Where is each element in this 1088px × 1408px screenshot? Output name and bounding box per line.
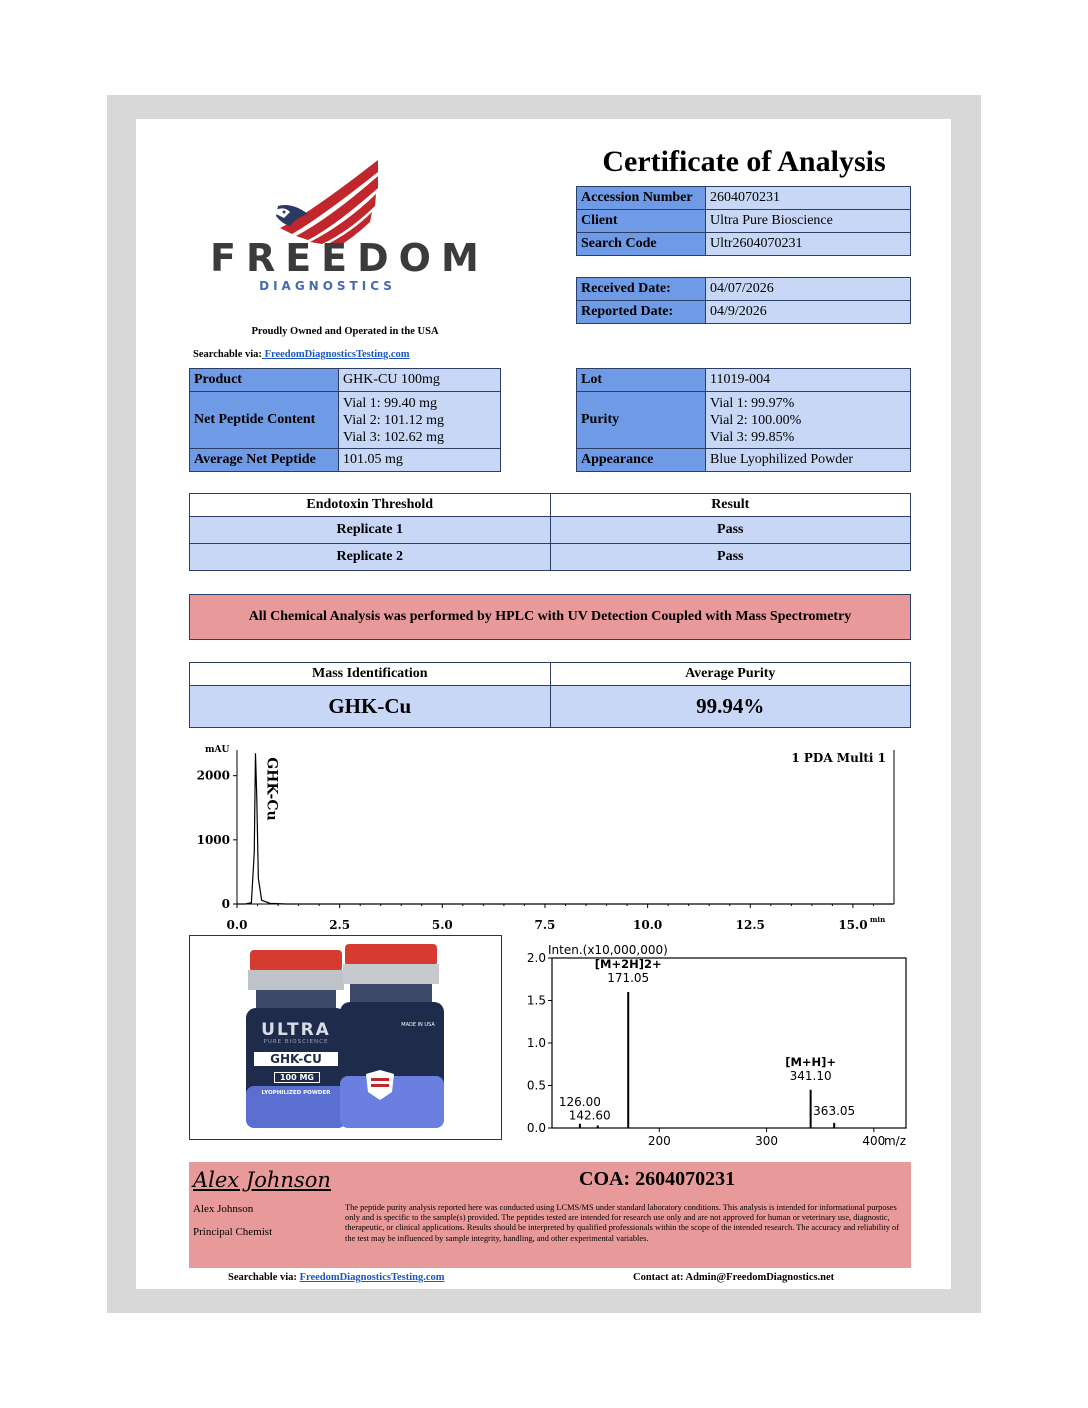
npc-label: Net Peptide Content (190, 392, 339, 449)
appearance-value: Blue Lyophilized Powder (706, 449, 911, 472)
tagline: Proudly Owned and Operated in the USA (251, 326, 439, 337)
peak-mz-label: 142.60 (568, 1108, 611, 1123)
hplc-chromatogram (190, 742, 900, 934)
peak-mz-label: 363.05 (813, 1103, 856, 1118)
x-tick-label: 2.5 (329, 918, 351, 932)
peak-label: GHK-Cu (263, 757, 280, 821)
avg-label: Average Net Peptide (190, 449, 339, 472)
chart-title: Inten.(x10,000,000) (548, 943, 668, 957)
vial-illustration (190, 936, 501, 1139)
replicate-result: Pass (550, 544, 911, 571)
x-tick-label: 7.5 (534, 918, 556, 932)
peak-mz-label: 171.05 (607, 971, 650, 985)
replicate-name: Replicate 1 (190, 517, 551, 544)
searchable-top (193, 349, 410, 360)
y-tick-label: 2.0 (526, 951, 546, 965)
vial-made-in: MADE IN USA (401, 1022, 435, 1028)
vial-photo (189, 935, 502, 1140)
dates-table (576, 277, 911, 324)
npc-values (339, 392, 501, 449)
result-header: Result (550, 494, 911, 517)
coa-number: COA: 2604070231 (579, 1168, 736, 1190)
x-tick-label: 0.0 (226, 918, 248, 932)
purity-vial-2: Vial 2: 100.00% (710, 412, 802, 428)
replicate-result: Pass (550, 517, 911, 544)
npc-vial-3: Vial 3: 102.62 mg (343, 429, 445, 445)
avg-purity-header: Average Purity (550, 663, 911, 686)
disclaimer: The peptide purity analysis reported here was conducted using LCMS/MS under standard laboratory conditions. This analysis is intended for informational purposes only and is specific to the sample(s) provided. The peptides tested are intended for research use only and are not approved for human or veterinary use, diagnostic, therapeutic, or clinical applications. Results should be interpreted by qualified professionals within the scope of the intended research. The accuracy and reliability of the test may be influenced by sample integrity, handling, and other experimental variables. (345, 1203, 900, 1243)
appearance-label: Appearance (577, 449, 706, 472)
product-table (189, 368, 501, 472)
mass-id-value: GHK-Cu (190, 686, 551, 728)
replicate-name: Replicate 2 (190, 544, 551, 571)
endotoxin-header: Endotoxin Threshold (190, 494, 551, 517)
npc-vial-1: Vial 1: 99.40 mg (343, 395, 438, 411)
received-value: 04/07/2026 (706, 278, 911, 301)
chemist-role: Principal Chemist (193, 1226, 273, 1238)
lot-value: 11019-004 (706, 369, 911, 392)
y-tick-label: 1000 (196, 832, 230, 847)
searchable-link[interactable]: FreedomDiagnosticsTesting.com (261, 349, 410, 360)
searchable-link[interactable]: FreedomDiagnosticsTesting.com (299, 1272, 445, 1283)
y-tick-label: 0.5 (526, 1078, 546, 1093)
peak-mz-label: 126.00 (558, 1094, 601, 1109)
contact: Contact at: Admin@FreedomDiagnostics.net (633, 1272, 835, 1283)
x-tick-label: 12.5 (735, 918, 765, 932)
signature: Alex Johnson (193, 1168, 331, 1192)
search-code-value: Ultr2604070231 (706, 233, 911, 256)
logo-main-text: FREEDOM (210, 236, 489, 280)
vial-brand-sub: PURE BIOSCIENCE (263, 1039, 329, 1045)
purity-vial-1: Vial 1: 99.97% (710, 395, 795, 411)
x-tick-label: 5.0 (431, 918, 453, 932)
vial-product: GHK-CU (254, 1052, 338, 1066)
mass-spectrum (510, 940, 910, 1152)
searchable-label: Searchable via: (228, 1272, 297, 1283)
peak-ion-label: [M+2H]2+ (594, 957, 662, 971)
logo (210, 158, 489, 298)
chemist-name: Alex Johnson (193, 1203, 254, 1215)
y-tick-label: 0.0 (526, 1121, 546, 1135)
purity-vial-3: Vial 3: 99.85% (710, 429, 795, 445)
searchable-bottom (228, 1272, 445, 1283)
vial-dose: 100 MG (274, 1072, 320, 1083)
footer-banner (189, 1162, 911, 1268)
avg-purity-value: 99.94% (550, 686, 911, 728)
x-axis-label: m/z (883, 1134, 906, 1148)
y-tick-label: 0 (221, 897, 230, 911)
y-tick-label: 1.0 (526, 1036, 546, 1050)
received-label: Received Date: (577, 278, 706, 301)
purity-label: Purity (577, 392, 706, 449)
chromatogram-line (237, 753, 894, 904)
x-tick-label: 200 (647, 1134, 671, 1148)
page-title: Certificate of Analysis (602, 145, 886, 178)
accession-value: 2604070231 (706, 187, 911, 210)
lot-table (576, 368, 911, 472)
accession-table (576, 186, 911, 256)
logo-sub-text: DIAGNOSTICS (259, 279, 396, 293)
mass-table (189, 662, 911, 728)
peak-ion-label: [M+H]+ (785, 1054, 837, 1069)
product-value: GHK-CU 100mg (339, 369, 501, 392)
peak-mz-label: 341.10 (789, 1068, 832, 1083)
method-banner: All Chemical Analysis was performed by HPLC with UV Detection Coupled with Mass Spectrometry (189, 594, 911, 640)
client-label: Client (577, 210, 706, 233)
y-tick-label: 1.5 (526, 993, 546, 1008)
client-value: Ultra Pure Bioscience (706, 210, 911, 233)
reported-value: 04/9/2026 (706, 301, 911, 324)
avg-value: 101.05 mg (339, 449, 501, 472)
x-tick-label: 15.0 (838, 918, 868, 932)
npc-vial-2: Vial 2: 101.12 mg (343, 412, 445, 428)
search-code-label: Search Code (577, 233, 706, 256)
vial-brand: ULTRA (261, 1020, 331, 1040)
lot-label: Lot (577, 369, 706, 392)
searchable-label: Searchable via: (193, 349, 262, 360)
vial-form: LYOPHILIZED POWDER (261, 1090, 331, 1096)
x-axis-label: min (870, 915, 886, 924)
accession-label: Accession Number (577, 187, 706, 210)
table-row (190, 544, 911, 571)
purity-values (706, 392, 911, 449)
table-row (190, 517, 911, 544)
y-tick-label: 2000 (196, 768, 230, 783)
x-tick-label: 300 (755, 1134, 778, 1148)
product-label: Product (190, 369, 339, 392)
y-axis-label: mAU (205, 745, 230, 755)
mass-id-header: Mass Identification (190, 663, 551, 686)
plot-frame (552, 958, 906, 1128)
x-tick-label: 400 (862, 1134, 886, 1148)
reported-label: Reported Date: (577, 301, 706, 324)
endotoxin-table (189, 493, 911, 571)
legend-label: 1 PDA Multi 1 (791, 751, 886, 765)
x-tick-label: 10.0 (633, 918, 663, 932)
